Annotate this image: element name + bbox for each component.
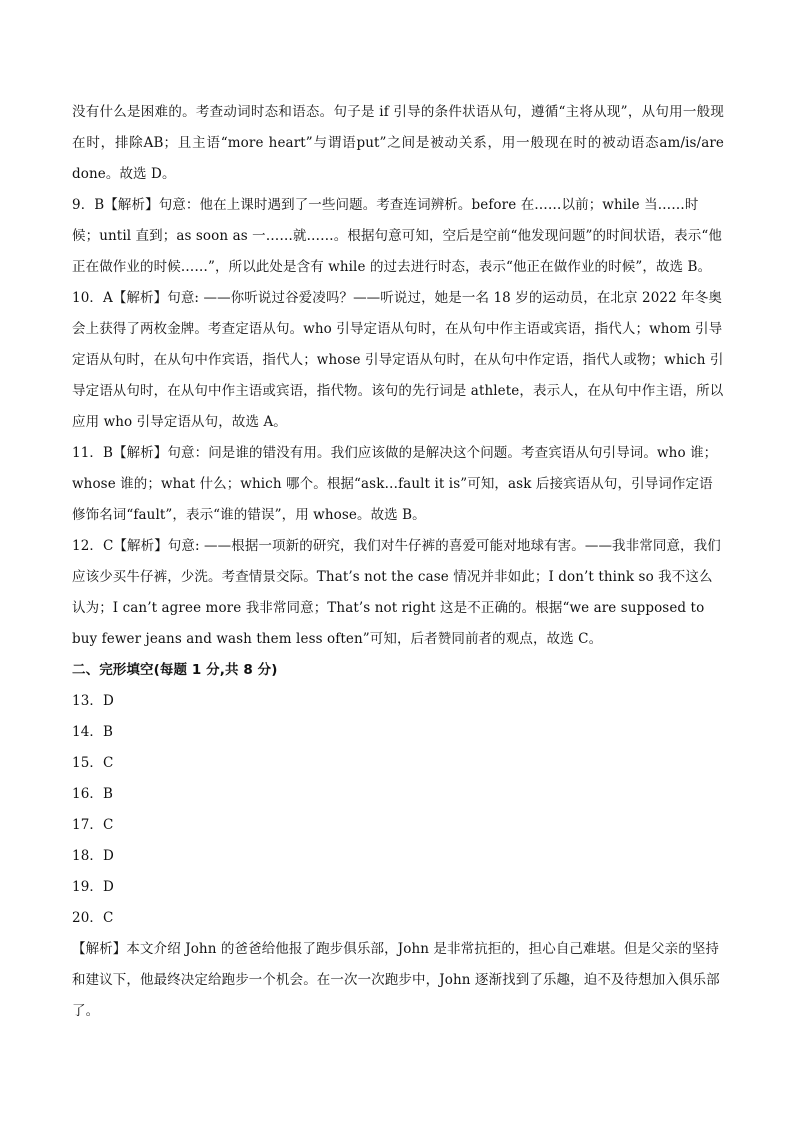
answer-19: 19．D: [72, 879, 114, 895]
analysis-paragraph: 【解析】本文介绍 John 的爸爸给他报了跑步俱乐部，John 是非常抗拒的，担心自己难堪。但是父亲的坚持和建议下，他最终决定给跑步一个机会。在一次一次跑步中，John 逐渐找到了乐趣，迫不及待想加入俱乐部了。: [72, 941, 720, 1019]
intro-paragraph: 没有什么是困难的。考查动词时态和语态。句子是 if 引导的条件状语从句，遵循“主将从现”，从句用一般现在时，排除AB；且主语“more heart”与谓语put”之间是被动关系，用一般现在时的被动语态am/is/are done。故选 D。: [72, 104, 724, 182]
answer-16: 16．B: [72, 786, 113, 802]
answer-item-11: 11．B【解析】句意：问是谁的错没有用。我们应该做的是解决这个问题。考查宾语从句引导词。who 谁；whose 谁的；what 什么；which 哪个。根据“ask…fault it is”可知，ask 后接宾语从句，引导词作定语修饰名词“fault”，表示“谁的错误”，用 whose。故选 B。: [72, 445, 718, 523]
answer-list: [72, 686, 724, 934]
answer-item-9: 9．B【解析】句意：他在上课时遇到了一些问题。考查连词辨析。before 在……以前；while 当……时候；until 直到；as soon as 一……就……。根据句意可知，空后是空前“他发现问题”的时间状语，表示“他正在做作业的时候……”，所以此处是含有 while 的过去进行时态，表示“他正在做作业的时候”，故选 B。: [72, 197, 722, 275]
section-title: 二、完形填空(每题 1 分,共 8 分): [72, 662, 278, 678]
answer-18: 18．D: [72, 848, 114, 864]
answer-13: 13．D: [72, 693, 114, 709]
answer-item-10: 10．A【解析】句意: ——你听说过谷爱凌吗？——听说过，她是一名 18 岁的运动员，在北京 2022 年冬奥会上获得了两枚金牌。考查定语从句。who 引导定语从句时，在从句中作主语或宾语，指代人；whom 引导定语从句时，在从句中作宾语，指代人；whose 引导定语从句时，在从句中作定语，指代人或物；which 引导定语从句时，在从句中作主语或宾语，指代物。该句的先行词是 athlete，表示人，在从句中作主语，所以应用 who 引导定语从句，故选 A。: [72, 290, 724, 430]
answer-15: 15．C: [72, 755, 114, 771]
answer-14: 14．B: [72, 724, 113, 740]
answer-item-12: 12．C【解析】句意: ——根据一项新的研究，我们对牛仔裤的喜爱可能对地球有害。——我非常同意，我们应该少买牛仔裤，少洗。考查情景交际。That’s not the case 情况并非如此；I don’t think so 我不这么认为；I can’t agree more 我非常同意；That’s not right 这是不正确的。根据“we are supposed to buy fewer jeans and wash them less often”可知，后者赞同前者的观点，故选 C。: [72, 538, 721, 647]
answer-20: 20．C: [72, 910, 114, 926]
answer-17: 17．C: [72, 817, 114, 833]
